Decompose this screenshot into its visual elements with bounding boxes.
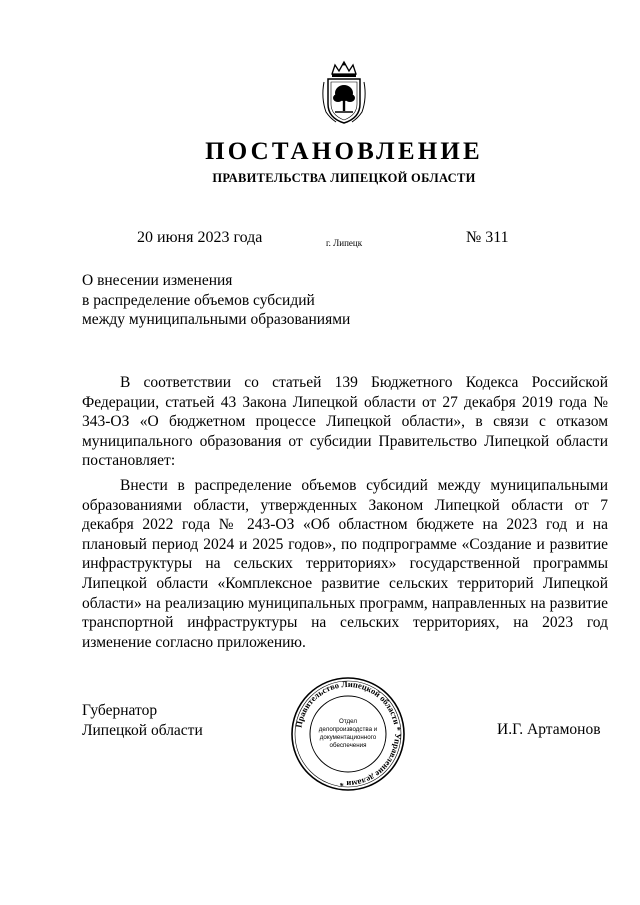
signatory-position-line: Липецкой области (82, 722, 203, 739)
seal-outer-text: Правительство Липецкой области * Управление делами * (293, 678, 404, 790)
subject-line: между муниципальными образованиями (82, 311, 351, 328)
document-date: 20 июня 2023 года (137, 229, 263, 246)
subject-line: О внесении изменения (82, 272, 233, 289)
signatory-name: И.Г. Артамонов (497, 721, 601, 738)
seal-inner-line: документационного (319, 734, 377, 741)
document-subtitle: ПРАВИТЕЛЬСТВА ЛИПЕЦКОЙ ОБЛАСТИ (212, 171, 476, 185)
official-seal-stamp (289, 675, 407, 793)
seal-inner-line: делопроизводства и (318, 726, 378, 733)
subject-line: в распределение объемов субсидий (82, 291, 315, 309)
document-subject (82, 271, 350, 330)
document-number: № 311 (466, 229, 509, 246)
document-city: г. Липецк (326, 238, 363, 248)
seal-inner-line: обеспечения (329, 742, 367, 749)
document-title: ПОСТАНОВЛЕНИЕ (205, 138, 483, 165)
signatory-position-line: Губернатор (82, 702, 158, 719)
coat-of-arms-emblem-icon (318, 60, 370, 126)
body-paragraph: В соответствии со статьей 139 Бюджетного Кодекса Российской Федерации, статьей 43 Закона Липецкой области от 27 декабря 2019 года № 343-ОЗ «О бюджетном процессе Липецкой области», в связи с отказом муниципального образования от субсидии Правительство Липецкой области постановляет: (82, 374, 608, 470)
signatory-position (82, 701, 203, 741)
seal-inner-line: Отдел (339, 718, 357, 725)
document-body (82, 373, 608, 652)
body-paragraph: Внести в распределение объемов субсидий между муниципальными образованиями области, утвержденных Законом Липецкой области от 7 декабря 2022 года № 243-ОЗ «Об областном бюджете на 2023 год и на плановый период 2024 и 2025 годов», по подпрограмме «Создание и развитие инфраструктуры на сельских территориях» государственной программы Липецкой области «Комплексное развитие сельских территорий Липецкой области» на реализацию муниципальных программ, направленных на развитие транспортной инфраструктуры на сельских территориях, на 2023 год изменение согласно приложению. (82, 476, 608, 651)
